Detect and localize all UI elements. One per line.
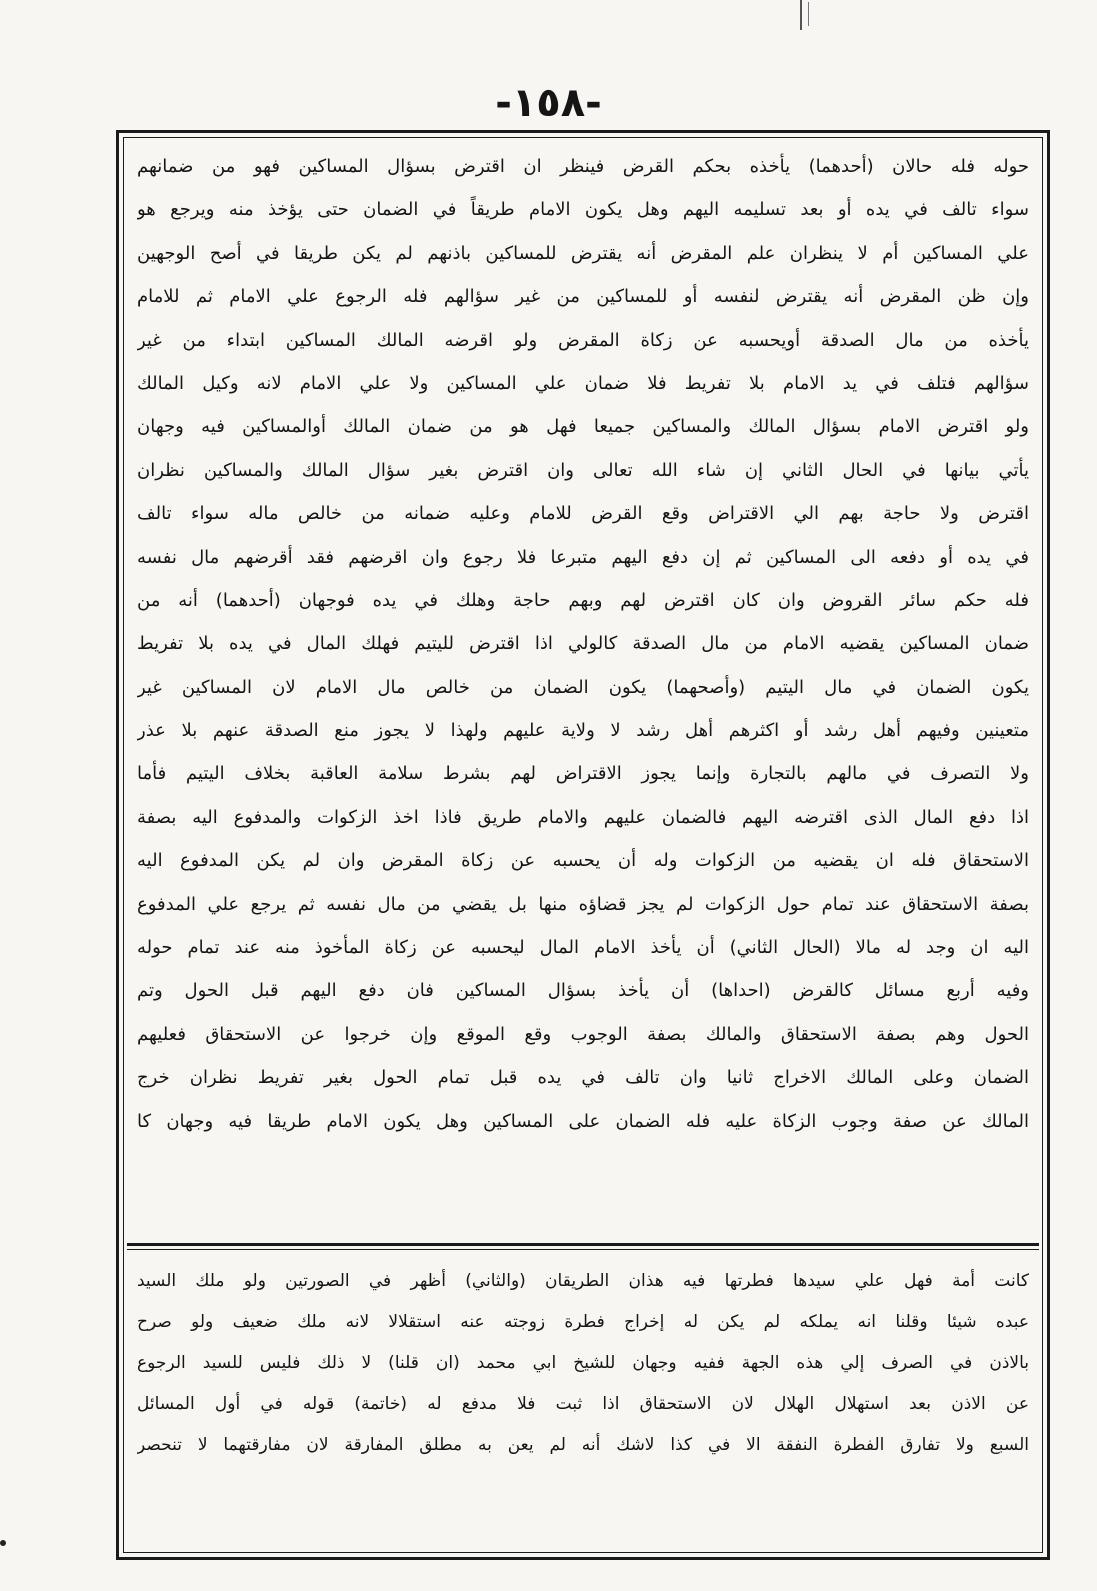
footnote-text (137, 1261, 1029, 1466)
page-frame (116, 130, 1050, 1560)
text-line: وفيه أربع مسائل كالقرض (احداها) أن يأخذ بسؤال المساكين فان دفع اليهم قبل الحول وتم (137, 980, 1029, 1002)
footnote-line: بالاذن في الصرف إلي هذه الجهة ففيه وجهان للشيخ ابي محمد (ان قلنا) لا ذلك فليس للسيد الرجوع (137, 1353, 1029, 1373)
text-line: الاستحقاق فله ان يقضيه من الزكوات وله أن يحسبه عن زكاة المقرض وان لم يكن المدفوع اليه (137, 850, 1029, 872)
page-number: -١٥٨- (495, 80, 602, 126)
text-line: بصفة الاستحقاق عند تمام حول الزكوات لم يجز قضاؤه منها بل يقضي من مال نفسه ثم يرجع علي المدفوع (137, 893, 1029, 915)
text-line: المالك عن صفة وجوب الزكاة عليه فله الضمان على المساكين وهل يكون الامام طريقا فيه وجهان كا (137, 1110, 1029, 1132)
text-line: وإن ظن المقرض أنه يقترض لنفسه أو للمساكين من غير سؤالهم فله الرجوع علي الامام ثم للامام (137, 286, 1029, 308)
text-line: حوله فله حالان (أحدهما) يأخذه بحكم القرض فينظر ان اقترض بسؤال المساكين فهو من ضمانهم (137, 156, 1029, 177)
text-line: في يده أو دفعه الى المساكين ثم إن دفع اليهم متبرعا فلا رجوع وان اقرضهم فقد أقرضهم مال نفسه (137, 546, 1029, 568)
text-line: يكون الضمان في مال اليتيم (وأصحهما) يكون الضمان من خالص مال الامام لان المساكين غير (137, 676, 1029, 698)
text-line: فله حكم سائر القروض وان كان اقترض لهم وبهم حاجة وهلك في يده فوجهان (أحدهما) أنه من (137, 589, 1029, 611)
footnote-divider (127, 1243, 1039, 1246)
footnote-line: السبع ولا تفارق الفطرة النفقة الا في كذا لاشك أنه لم يعن به مطلق المفارقة لان مفارقتهما لا تنحصر (137, 1435, 1029, 1455)
text-line: ولا التصرف في مالهم بالتجارة وإنما يجوز الاقتراض لهم بشرط سلامة العاقبة بخلاف اليتيم فأما (137, 763, 1029, 785)
text-line: متعينين وفيهم أهل رشد أو اكثرهم أهل رشد لا ولاية عليهم ولهذا لا يجوز منع الصدقة عنهم بلا عذر (137, 720, 1029, 742)
text-line: اقترض ولا حاجة بهم الي الاقتراض وقع القرض للامام وعليه ضمانه من خالص ماله سواء تالف (137, 503, 1029, 525)
main-text (137, 145, 1029, 1143)
text-line: ولو اقترض الامام بسؤال المالك والمساكين جميعا فهل هو من ضمان المالك أوالمساكين فيه وجهان (137, 416, 1029, 438)
text-line: يأتي بيانها في الحال الثاني إن شاء الله تعالى وان اقترض بغير سؤال المالك والمساكين نظران (137, 459, 1029, 481)
text-line: سواء تالف في يده أو بعد تسليمه اليهم وهل يكون الامام طريقاً في الضمان حتى يؤخذ منه ويرجع هو (137, 199, 1029, 221)
text-line: اذا دفع المال الذى اقترضه اليهم فالضمان عليهم والامام طريق فاذا اخذ الزكوات والمدفوع اليه بصفة (137, 806, 1029, 828)
scan-speck (0, 1540, 6, 1546)
text-line: الحول وهم بصفة الاستحقاق والمالك بصفة الوجوب وقع الموقع وإن خرجوا عن الاستحقاق فعليهم (137, 1023, 1029, 1045)
text-line: الضمان وعلى المالك الاخراج ثانيا وان تالف في يده قبل تمام الحول بغير تفريط نظران خرج (137, 1067, 1029, 1089)
text-line: سؤالهم فتلف في يد الامام بلا تفريط فلا ضمان علي المساكين ولا علي الامام لانه وكيل المالك (137, 372, 1029, 394)
text-line: يأخذه من مال الصدقة أويحسبه عن زكاة المقرض ولو اقرضه المالك المساكين ابتداء من غير (137, 329, 1029, 351)
scan-mark (808, 2, 809, 26)
text-line: علي المساكين أم لا ينظران علم المقرض أنه يقترض للمساكين باذنهم لم يكن طريقا في أصح الوجهين (137, 242, 1029, 264)
text-line: اليه ان وجد له مالا (الحال الثاني) أن يأخذ الامام المال ليحسبه عن زكاة المأخوذ منه عند تمام حوله (137, 937, 1029, 959)
text-line: ضمان المساكين يقضيه الامام من مال الصدقة كالولي اذا اقترض لليتيم فهلك المال في يده بلا تفريط (137, 633, 1029, 655)
footnote-line: عن الاذن بعد استهلال الهلال لان الاستحقاق اذا ثبت فلا مدفع له (خاتمة) قوله في أول المسائل (137, 1394, 1029, 1414)
footnote-line: كانت أمة فهل علي سيدها فطرتها فيه هذان الطريقان (والثاني) أظهر في الصورتين ولو ملك السيد (137, 1271, 1029, 1291)
scan-mark (800, 0, 802, 30)
footnote-line: عبده شيئا وقلنا انه يملكه لم يكن له إخراج فطرة زوجته عنه استقلالا لانه ملك ضعيف ولو صرح (137, 1312, 1029, 1332)
